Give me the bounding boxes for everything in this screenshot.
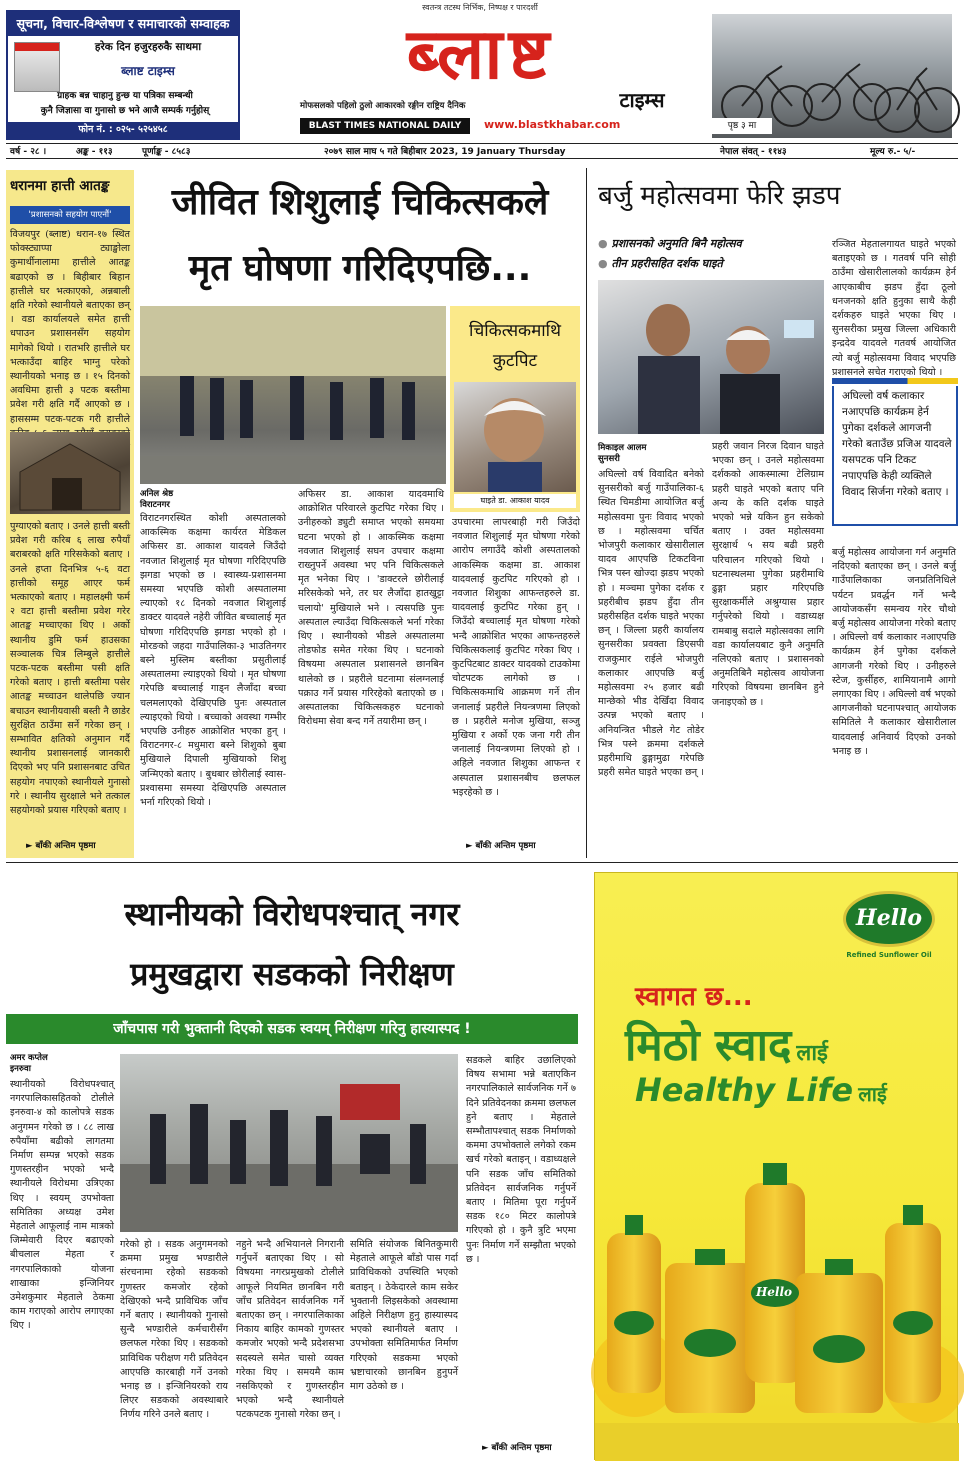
ad-headline-line1: स्वागत छ... [635, 982, 753, 1012]
road-byline [10, 1052, 110, 1074]
road-col1: गरेको हो । सडक अनुगमनको क्रममा प्रमुख भण्डारीले संरचनामा रहेको सडकको गुणस्तर कमजोर रहेको देखिएको भन्दै प्राविधिक जाँच गर्ने बताए । स्थानीयको गुनासो सुन्दै भण्डारीले कर्मचारीसँग छलफल गरेका थिए । सडकको प्राविधिक परीक्षण गरी प्रतिवेदन आएपछि कारबाही गर्ने उनको भनाइ छ । इन्जिनियरको राय लिएर सडकको अवस्थाबारे निर्णय गरिने उनले बताए । [120, 1239, 228, 1421]
promo-line1: हरेक दिन हजुरहरुकै साथमा [94, 41, 202, 53]
byline-name: मिकाइल आलम [598, 443, 647, 453]
promo-phone: फोन नं. : ०२५- ५२५४५८ [8, 122, 238, 138]
right-col2: प्रहरी जवान निरज दिवान घाइते भएका छन् । उनले महोत्सवमा दर्शकको आकस्मात्मा टेलिग्राम प्रहरी घाइते भएको बताए पनि अन्य के कति दर्शक घाइते भएको भन्ने यकिन हुन सकेको बताए । उक्त महोत्सवमा सुरक्षार्थ ५ सय बढी प्रहरी परिचालन गरिएको थियो । घटनास्थलमा पुगेका प्रहरीमाथि ढुङ्गा प्रहार गरिएपछि सुरक्षाकर्मीले अश्रुग्यास प्रहार गर्नुपरेको थियो । वडाध्यक्ष रामबाबु सदाले महोत्सवका लागि वडा कार्यालयबाट कुनै अनुमति नलिएको बताए । प्रशासनको अनुमतिबिनै महोत्सव आयोजना गरिएको विषयमा छानबिन हुने जनाइएको छ । [712, 441, 824, 708]
left-subhead: 'प्रशासनको सहयोग पाएनौं' [10, 206, 130, 224]
ad-headline-line2: मिठो स्वाद [625, 1020, 792, 1071]
byline-name: अमर कप्तेल [10, 1053, 48, 1063]
promo-title: सूचना, विचार-विश्लेषण र समाचारको सम्वाहक [8, 12, 238, 36]
subscription-promo [6, 10, 240, 140]
english-name: BLAST TIMES NATIONAL DAILY [300, 118, 470, 134]
bullet-2 [598, 256, 828, 271]
newspaper-thumb [14, 42, 60, 92]
bullet-dot-icon: ● [598, 257, 612, 270]
price: मूल्य रु.- ५/- [870, 147, 916, 157]
right-accent-bar [832, 378, 958, 384]
lead-continued: ► बाँकी अन्तिम पृष्ठमा [466, 840, 580, 851]
road-col2: नहुने भन्दै अभियानले निगरानी गर्नुपर्ने बताएका थिए । सो विषयमा नगरप्रमुखको टोलीले आफूले नियमित छानबिन गरी जाँच प्रतिवेदन सार्वजनिक गर्ने बताएका छन् । नगरपालिकाका निकाय बाहिर कामको गुणस्तर कमजोर भएको भन्दै प्रदेशसभा सदस्यले समेत चासो व्यक्त गरेका थिए । समयमै काम नसकिएको र गुणस्तरहीन भएको भन्दै स्थानीयले पटकपटक गुनासो गरेका छन् । [236, 1239, 344, 1421]
ad-headline-suffix: लाई [796, 1041, 828, 1066]
lead-headline-line2: मृत घोषणा गरिदिएपछि... [188, 248, 532, 289]
right-col3: बर्जु महोत्सव आयोजना गर्न अनुमति नदिएको बताएका छन् । उनले बर्जु गाउँपालिकाका जनप्रतिनिधिले पर्यटन प्रवर्द्धन गर्ने भन्दै आयोजकसँग समन्वय गरेर चौथो बर्जु महोत्सव आयोजना गरेको बताए । अघिल्लो वर्ष कलाकार नआएपछि कार्यक्रम हेर्न पुगेका दर्शकले आगजनी गरेको थिए । उनीहरुले स्टेज, कुर्सीहरु, शामियानामै आगो लगाएका थिए । अघिल्लो वर्ष भएको आगजनीको घटनापश्चात् आयोजक समितिले नै कलाकार खेसारीलाल यादवलाई अनिवार्य दिएको उनको भनाइ छ । [832, 547, 956, 757]
top-tagline: स्वतन्त्र तटस्थ निर्भिक, निष्पक्ष र पारदर्शी [422, 3, 538, 12]
website-link[interactable]: www.blastkhabar.com [484, 118, 621, 131]
road-col-left: स्थानीयको विरोधपश्चात् नगरपालिकासहितको टोलीले इनरुवा-४ को कालोपत्रे सडक अनुगमन गरेको छ । ८८ लाख रुपैयाँमा बढीको लागतमा निर्माण सम्पन्न भएको सडक गुणस्तरहीन भएको भन्दै स्थानीयले विरोधमा उत्रिएका थिए । स्वयम् उपभोक्ता समितिका अध्यक्ष उमेश मेहताले आफूलाई नाम मात्रको जिम्मेवारी दिएर बढाएको बीचलाल मेहता र नगरपालिकाको योजना शाखाका इन्जिनियर उमेशकुमार मेहताले ठेकमा काम गराएको आरोप लगाएका थिए । [10, 1079, 114, 1332]
inset-headline-line1: चिकित्सकमाथि [469, 321, 561, 341]
road-story [6, 866, 578, 1462]
bullet-1 [598, 236, 828, 251]
bicycles-photo [712, 14, 952, 138]
left-story [6, 170, 134, 858]
road-col3: समिति संयोजक बिनितकुमारी मेहताले आफूले बाँडो पास गर्दा प्राविधिकको उपस्थिति भएको बताइन् । ठेकेदारले काम सकेर भुक्तानी लिइसकेको अवस्थामा अहिले निरीक्षण हुनु हास्यास्पद भएको स्थानीयले बताए । उपभोक्ता समितिमार्फत निर्माण गरिएको सडकमा भएको भ्रष्टाचारको छानबिन हुनुपर्ने माग उठेको छ । [350, 1239, 458, 1393]
left-continued: ► बाँकी अन्तिम पृष्ठमा [26, 840, 134, 851]
right-byline [598, 442, 688, 464]
left-body-top: विजयपुर (ब्लाष्ट) धरान-१७ स्थित फोक्स्ट्याप्पा ट्याङ्खोला कुमार्थीनालामा हात्तीले आतङ्क बढाएको छ । बिहीबार बिहान हात्तीले घर भत्काएको, अन्नबाली क्षति गरेको स्थानीयले बताएका छन् । वडा कार्यालयले समेत हात्ती धपाउन प्रशासनसँग सहयोग मागेको थियो । रातभरि हात्तीले घर भत्काउँदा बाहिर भाग्नु परेको स्थानीयको भनाइ छ । १५ दिनको अवधिमा हात्ती ३ पटक बस्तीमा प्रवेश गरी क्षति गर्दै आएको छ । हाससम्म पटक-पटक गरी हात्तीले [10, 229, 130, 425]
photo-page-ref: पृष्ठ ३ मा [712, 118, 772, 134]
right-col-top: रञ्जित मेहतालगायत घाइते भएको बताइएको छ । गतवर्ष पनि सोही ठाउँमा खेसारीलालको कार्यक्रम हेर्न आएकाबीच झडप हुँदा ठूलो धनजनको क्षति हुनुका साथै केही दर्शकहरु घाइते भएका थिए । सुनसरीका प्रमुख जिल्ला अधिकारी इन्द्रदेव यादवले गतवर्ष आयोजित त्यो बर्जु महोत्सवमा विवाद भएपछि प्रशासनले सचेत गराएको थियो । [832, 239, 956, 378]
inset-box [450, 306, 580, 512]
logo-text: ब्लाष्ट [406, 13, 556, 95]
promo-line3: कुनै जिज्ञासा वा गुनासो छ भने आजै सम्पर्क गर्नुहोस् [40, 106, 210, 116]
ad-headline-row [625, 1013, 955, 1073]
nepal-sambat: नेपाल संवत् - ११४३ [720, 147, 787, 157]
bullet-1-text: प्रशासनको अनुमति बिनै महोत्सव [611, 237, 742, 250]
lead-story [140, 170, 580, 858]
tagline: मोफसलको पहिलो ठुलो आकारको रङ्गीन राष्ट्रिय दैनिक [300, 101, 466, 111]
date: २०७९ साल माघ ५ गते बिहीबार 2023, 19 January Thursday [324, 147, 566, 157]
right-headline: बर्जु महोत्सवमा फेरि झडप [598, 181, 841, 211]
byline-name: अनिल श्रेष्ठ [140, 489, 174, 499]
inset-headline-line2: कुटपिट [492, 351, 538, 371]
road-banner: जाँचपास गरी भुक्तानी दिएको सडक स्वयम् निरीक्षण गरिनु हास्यास्पद ! [6, 1014, 578, 1044]
inset-caption: घाइते डा. आकाश यादव [454, 494, 576, 508]
byline-place: सुनसरी [598, 454, 620, 464]
ad-brand: Hello [855, 905, 923, 931]
promo-line2: ग्राहक बन्न चाहानु हुन्छ या पत्रिका सम्बन्धी [57, 91, 193, 101]
right-col1: अघिल्लो वर्ष विवादित बनेको सुनसरीको बर्जु गाउँपालिका-६ स्थित चिमडीमा आयोजित बर्जु महोत्सवमा पुनः विवाद भएको छ । महोत्सवमा चर्चित भोजपुरी कलाकार खेसारीलाल यादव आएपछि टिकटविना भित्र पस्न खोज्दा झडप भएको हो । मञ्चमा पुगेका दर्शक र प्रहरीबीच झडप हुँदा तीन प्रहरीसहित दर्शक घाइते भएका छन् । जिल्ला प्रहरी कार्यालय सुनसरीका प्रवक्ता डिएसपी राजकुमार राईले भोजपुरी कलाकार आएपछि बर्जु महोत्सवमा २५ हजार बढी मान्छेको भीड देखिँदा विवाद उत्पन्न भएको बताए । अनियन्त्रित भीडले गेट तोडेर भित्र पस्ने क्रममा दर्शकले प्रहरीमाथि ढुङ्गामुढा गरेपछि प्रहरी समेत घाइते भएका छन् । [598, 469, 704, 779]
lead-col3: उपचारमा लापरबाही गरी जिउँदो नवजात शिशुलाई मृत घोषणा गरेको आरोप लगाउँदै कोशी अस्पतालको आकस्मिक कक्षमा डा. आकाश यादवलाई कुटपिट गरिएको हो । नवजात शिशुका आफन्तहरुले डा. यादवलाई कुटपिट गरेका हुन् । जिउँदो बच्चालाई मृत घोषणा गरेको भन्दै आक्रोशित भएका आफन्तहरुले चिकित्सकलाई कुटपिट गरेका थिए । कुटपिटबाट डाक्टर यादवको टाउकोमा चोटपटक लागेको छ । चिकित्सकमाथि आक्रमण गर्ने तीन जनालाई प्रहरीले नियन्त्रणमा लिएको छ । प्रहरीले मनोज मुखिया, सञ्जु मुखिया र अर्को एक जना गरी तीन जनालाई नियन्त्रणमा लिएको हो । अहिले नवजात शिशुका आफन्त र अस्पताल प्रशासनबीच छलफल भइरहेको छ । [452, 517, 580, 798]
promo-brand: ब्लाष्ट टाइम्स [121, 64, 175, 78]
ad-english-line: Healthy Life [635, 1071, 854, 1109]
festival-injured-photo [598, 280, 824, 434]
byline-place: विराटनगर [140, 500, 170, 510]
right-box-text: अघिल्लो वर्ष कलाकार नआएपछि कार्यक्रम हेर्न पुगेका दर्शकले आगजनी गरेको बताउँछ प्रजिअ यादवले यसपटक पनि टिकट नपाएपछि केही व्यक्तिले विवाद सिर्जना गरेको बताए । [842, 390, 952, 498]
road-headline-line2: प्रमुखद्वारा सडकको निरीक्षण [130, 955, 454, 993]
masthead [0, 0, 964, 142]
police-crowd-photo [140, 306, 446, 484]
byline-place: इनरुवा [10, 1064, 31, 1074]
left-body-bottom: पुग्याएको बताए । उनले हात्ती बस्ती प्रवेश गरी करिब ६ लाख रुपैयाँ बराबरको क्षति गरिसकेको बताए । उनले हप्ता दिनभित्र ५-६ वटा हात्तीको समूह आएर फर्म भत्काएको बताए । महालक्ष्मी फर्म २ वटा हात्ती बस्तीमा प्रवेश गरेर आतङ्क मच्चाएका थिए । अर्को स्थानीय डुमि फर्म हाउसका सञ्चालक चित्र लिम्बुले हात्तीले पटक-पटक बस्तीमा पसी क्षति गरेको बताए । हात्ती बस्तीमा पसेर आतङ्क मच्चाउन थालेपछि ज्यान बचाउन स्थानीयवासी बस्ती नै छाडेर सुरक्षित ठाउँमा सर्ने गरेका छन् । सम्भावित क्षतिको अनुमान गर्दै स्थानीय प्रशासनलाई जानकारी दिएको भए पनि प्रशासनबाट उचित सहयोग नपाएको स्थानीयले गुनासो गरे । स्थानीय सुरक्षाले भने तत्काल सहयोगको प्रयास गरिएको बताए । [10, 521, 130, 817]
road-headline-line1: स्थानीयको विरोधपश्चात् नगर [124, 895, 460, 933]
ad-english-row [635, 1071, 955, 1109]
lead-headline-line1: जीवित शिशुलाई चिकित्सकले [171, 182, 549, 223]
ad-brand-badge [843, 891, 935, 947]
injured-doctor-photo [454, 382, 576, 492]
dateline-bar [6, 143, 958, 159]
road-continued: ► बाँकी अन्तिम पृष्ठमा [482, 1442, 578, 1453]
logo-sub: टाइम्स [619, 88, 665, 112]
vertical-divider [586, 168, 587, 858]
ad-brand-sub: Refined Sunflower Oil [846, 951, 932, 959]
left-hut-photo [10, 432, 130, 514]
lead-col2: अफिसर डा. आकाश यादवमाथि आक्रोशित परिवारले कुटपिट गरेका थिए । उनीहरुको ड्युटी समाप्त भएको समयमा घटना भएको हो । आकस्मिक कक्षमा नवजात शिशुलाई सघन उपचार कक्षमा राख्नुपर्ने अवस्था भए पनि चिकित्सकले मृत भनेका थिए । 'डाक्टरले छोरीलाई मरिसकेको भने, तर घर लैजाँदा हातखुट्टा चलायो' मुखियाले भने । त्यसपछि पुनः अस्पताल ल्याउँदा चिकित्सकले भर्ना गरेका थिए । स्थानीयको भीडले अस्पतालमा तोडफोड समेत गरेका थिए । घटनाको विषयमा अस्पताल प्रशासनले छानबिन थालेको छ । प्रहरीले घटनामा संलग्नलाई पक्राउ गर्ने प्रयास गरिरहेको बताएको छ । अस्पतालका चिकित्सकहरु घटनाको विरोधमा सेवा बन्द गर्ने तयारीमा छन् । [298, 489, 444, 728]
lead-col1: विराटनगरस्थित कोशी अस्पतालको आकस्मिक कक्षमा कार्यरत मेडिकल अफिसर डा. आकाश यादवले जिउँदो नवजात शिशुलाई मृत घोषणा गरिदिएपछि झगडा भएको छ । स्वास्थ्य-प्रशासनमा समस्या भएपछि कोशी अस्पतालमा ल्याएको १८ दिनको नवजात शिशुलाई डाक्टर यादवले नहेरी जीवित बच्चालाई मृत घोषणा गरिदिएपछि झगडा भएको हो । मोरङको जहदा गाउँपालिका-३ भाउतिनगर बस्ने मुस्लिम बस्तीका प्रसुतीलाई अस्पतालमा ल्याइएको थियो । मृत घोषणा गरेपछि बच्चालाई गाड्न लैजाँदा बच्चा चलमलाएको देखिएपछि पुनः अस्पताल ल्याइएको थियो । बच्चाको अवस्था गम्भीर भएपछि उनीहरु आक्रोशित भएका हुन् । विराटनगर-८ मधुमारा बस्ने शिशुको बुबा मुखियाले दिपाली मुखियाको शिशु जन्मिएको बताए । बुधबार छोरीलाई स्वास-प्रश्वासमा समस्या देखिएपछि अस्पताल भर्ना गरिएको थियो । [140, 513, 286, 809]
lead-byline [140, 488, 290, 508]
right-highlight-box [832, 386, 958, 526]
issue-number: अङ्क - ११३ [76, 147, 113, 157]
right-story [592, 170, 958, 858]
bullet-2-text: तीन प्रहरीसहित दर्शक घाइते [611, 257, 723, 270]
volume-year: वर्ष - २८ । [10, 147, 47, 157]
ad-english-suffix: लाई [858, 1082, 887, 1106]
road-inspection-photo [120, 1054, 458, 1232]
total-issue: पूर्णाङ्क - ८५८३ [142, 147, 191, 157]
left-headline: धरानमा हात्ती आतङ्क [10, 178, 110, 194]
bullet-dot-icon: ● [598, 237, 612, 250]
hello-oil-ad[interactable] [594, 872, 958, 1460]
horizontal-divider [6, 862, 958, 863]
bottle-label: Hello [755, 1285, 793, 1299]
road-col4: सडकले बाहिर उछालिएको विषय सभामा भन्ने बताएकिन नगरपालिकाले सार्वजनिक गर्ने ७ दिने प्रतिवेदनका क्रममा छलफल हुने बताए । मेहताले सम्भौतापश्चात् सडक निर्माणको कममा उपभोक्ताले लगेको रकम खर्च गरेको बताइन् । वडाध्यक्षले पनि सडक जाँच समितिको प्रतिवेदन सार्वजनिक गर्नुपर्ने बताए । मितिमा पूरा गर्नुपर्ने सडक १८० मिटर कालोपत्रे गरिएको हो । कुनै त्रुटि भएमा पुनः निर्माण गर्ने सम्झौता भएको छ । [466, 1055, 576, 1265]
